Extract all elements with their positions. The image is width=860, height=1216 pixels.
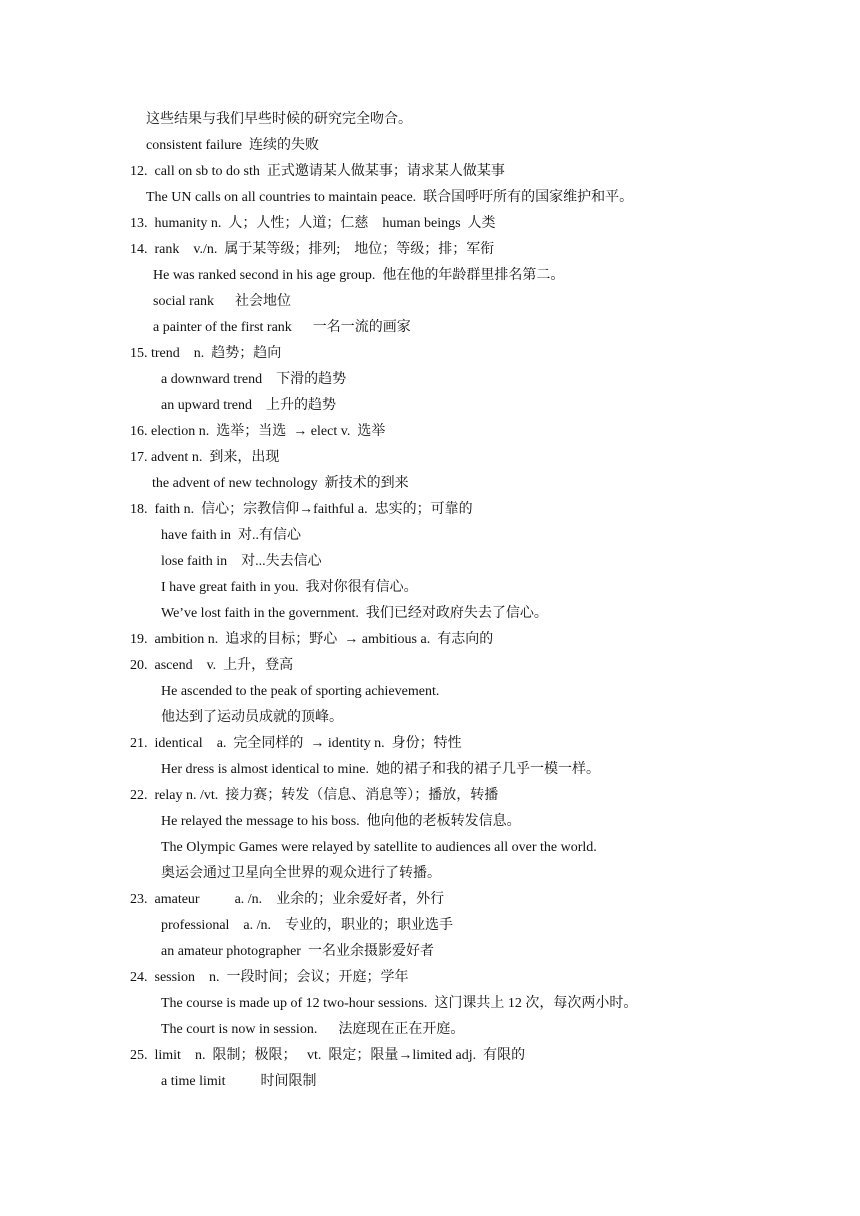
text-line: 17. advent n. 到来，出现 [130, 450, 280, 465]
text-line: The court is now in session. 法庭现在正在开庭。 [161, 1022, 465, 1037]
text-line: Her dress is almost identical to mine. 她的裙子和我的裙子几乎一模一样。 [161, 762, 601, 777]
text-line: 24. session n. 一段时间；会议；开庭；学年 [130, 970, 409, 985]
document-page [0, 107, 860, 1095]
text-line: 25. limit n. 限制；极限； vt. 限定；限量→limited adj. 有限的 [130, 1048, 526, 1063]
text-line: 18. faith n. 信心；宗教信仰→faithful a. 忠实的；可靠的 [130, 502, 473, 517]
text-line: The Olympic Games were relayed by satellite to audiences all over the world. [161, 840, 597, 855]
text-line: He relayed the message to his boss. 他向他的老板转发信息。 [161, 814, 521, 829]
text-line: the advent of new technology 新技术的到来 [152, 476, 409, 491]
text-line: 23. amateur a. /n. 业余的；业余爱好者，外行 [130, 892, 445, 907]
text-line: 21. identical a. 完全同样的 → identity n. 身份；特性 [130, 736, 462, 751]
text-line: The course is made up of 12 two-hour sessions. 这门课共上 12 次，每次两小时。 [161, 996, 638, 1011]
text-line: 22. relay n. /vt. 接力赛；转发（信息、消息等）；播放，转播 [130, 788, 499, 803]
text-line: a painter of the first rank 一名一流的画家 [153, 320, 411, 335]
text-line: He was ranked second in his age group. 他在他的年龄群里排名第二。 [153, 268, 565, 283]
text-line: 这些结果与我们早些时候的研究完全吻合。 [146, 112, 412, 127]
text-line: a downward trend 下滑的趋势 [161, 372, 347, 387]
text-line: 16. election n. 选举；当选 → elect v. 选举 [130, 424, 386, 439]
text-line: an amateur photographer 一名业余摄影爱好者 [161, 944, 434, 959]
text-line: 20. ascend v. 上升，登高 [130, 658, 294, 673]
text-line: I have great faith in you. 我对你很有信心。 [161, 580, 418, 595]
text-line: He ascended to the peak of sporting achievement. [161, 684, 440, 699]
text-line: a time limit 时间限制 [161, 1074, 317, 1089]
text-line: The UN calls on all countries to maintain peace. 联合国呼吁所有的国家维护和平。 [146, 190, 634, 205]
text-line: 奥运会通过卫星向全世界的观众进行了转播。 [161, 866, 441, 881]
text-line: professional a. /n. 专业的，职业的；职业选手 [161, 918, 454, 933]
text-line: social rank 社会地位 [153, 294, 292, 309]
text-line: 他达到了运动员成就的顶峰。 [161, 710, 343, 725]
text-line: 12. call on sb to do sth 正式邀请某人做某事；请求某人做某事 [130, 164, 505, 179]
text-line: 13. humanity n. 人；人性；人道；仁慈 human beings 人类 [130, 216, 496, 231]
text-line: We’ve lost faith in the government. 我们已经对政府失去了信心。 [161, 606, 548, 621]
text-line: have faith in 对..有信心 [161, 528, 301, 543]
text-line: consistent failure 连续的失败 [146, 138, 320, 153]
text-line: 19. ambition n. 追求的目标；野心 → ambitious a. 有志向的 [130, 632, 494, 647]
text-line: 15. trend n. 趋势；趋向 [130, 346, 282, 361]
text-line: 14. rank v./n. 属于某等级；排列; 地位；等级；排；军衔 [130, 242, 495, 257]
text-line: an upward trend 上升的趋势 [161, 398, 336, 413]
text-line: lose faith in 对...失去信心 [161, 554, 322, 569]
